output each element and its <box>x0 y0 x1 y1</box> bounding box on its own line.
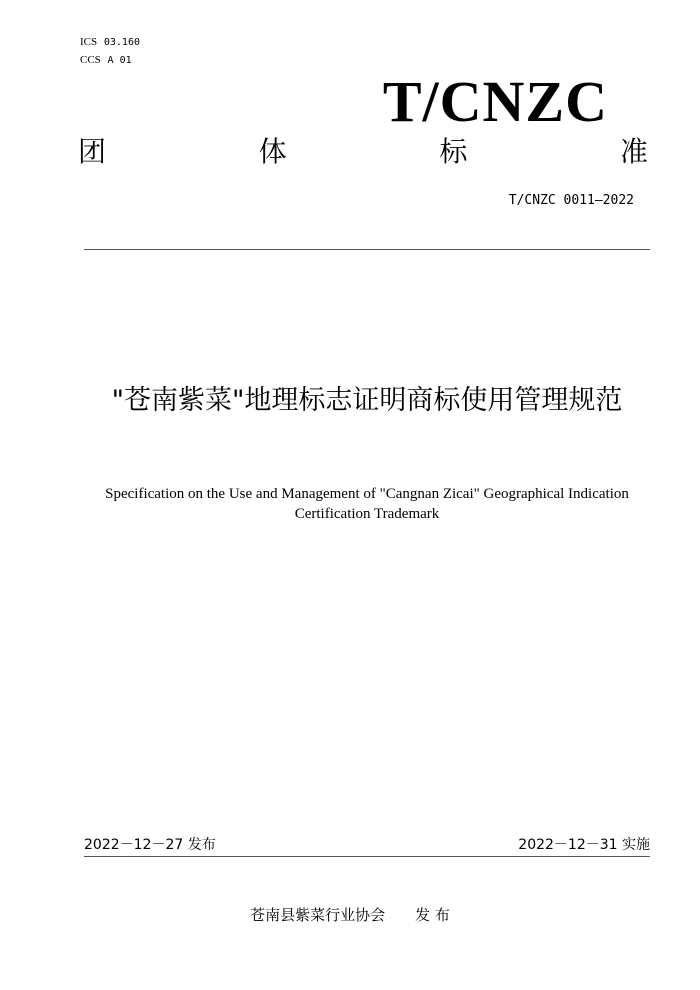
issuer-action: 发 布 <box>415 906 450 924</box>
ics-code <box>80 34 140 51</box>
publish-date: 2022－12－27 发布 <box>84 837 216 853</box>
standard-type-char: 团 <box>78 135 107 168</box>
standard-type-char: 准 <box>619 135 648 168</box>
issuer-organization: 苍南县紫菜行业协会 <box>250 906 386 924</box>
standard-type-char: 体 <box>258 135 287 168</box>
title-chinese: "苍南紫菜"地理标志证明商标使用管理规范 <box>111 385 623 416</box>
title-english: Specification on the Use and Management of "Cangnan Zicai" Geographical Indication Certification Trademark <box>105 486 629 522</box>
standard-type <box>78 134 648 170</box>
ccs-value: A 01 <box>107 55 132 66</box>
ccs-label: CCS <box>80 54 101 66</box>
standard-type-char: 标 <box>439 135 468 168</box>
ccs-code <box>80 52 132 69</box>
issuer <box>0 904 700 926</box>
top-divider <box>84 249 650 250</box>
ics-value: 03.160 <box>103 37 140 48</box>
implementation-date: 2022－12－31 实施 <box>518 837 650 853</box>
standard-logo: T/CNZC <box>382 69 608 134</box>
ics-label: ICS <box>80 36 98 48</box>
standard-number: T/CNZC 0011—2022 <box>508 193 634 208</box>
bottom-divider <box>84 856 650 857</box>
